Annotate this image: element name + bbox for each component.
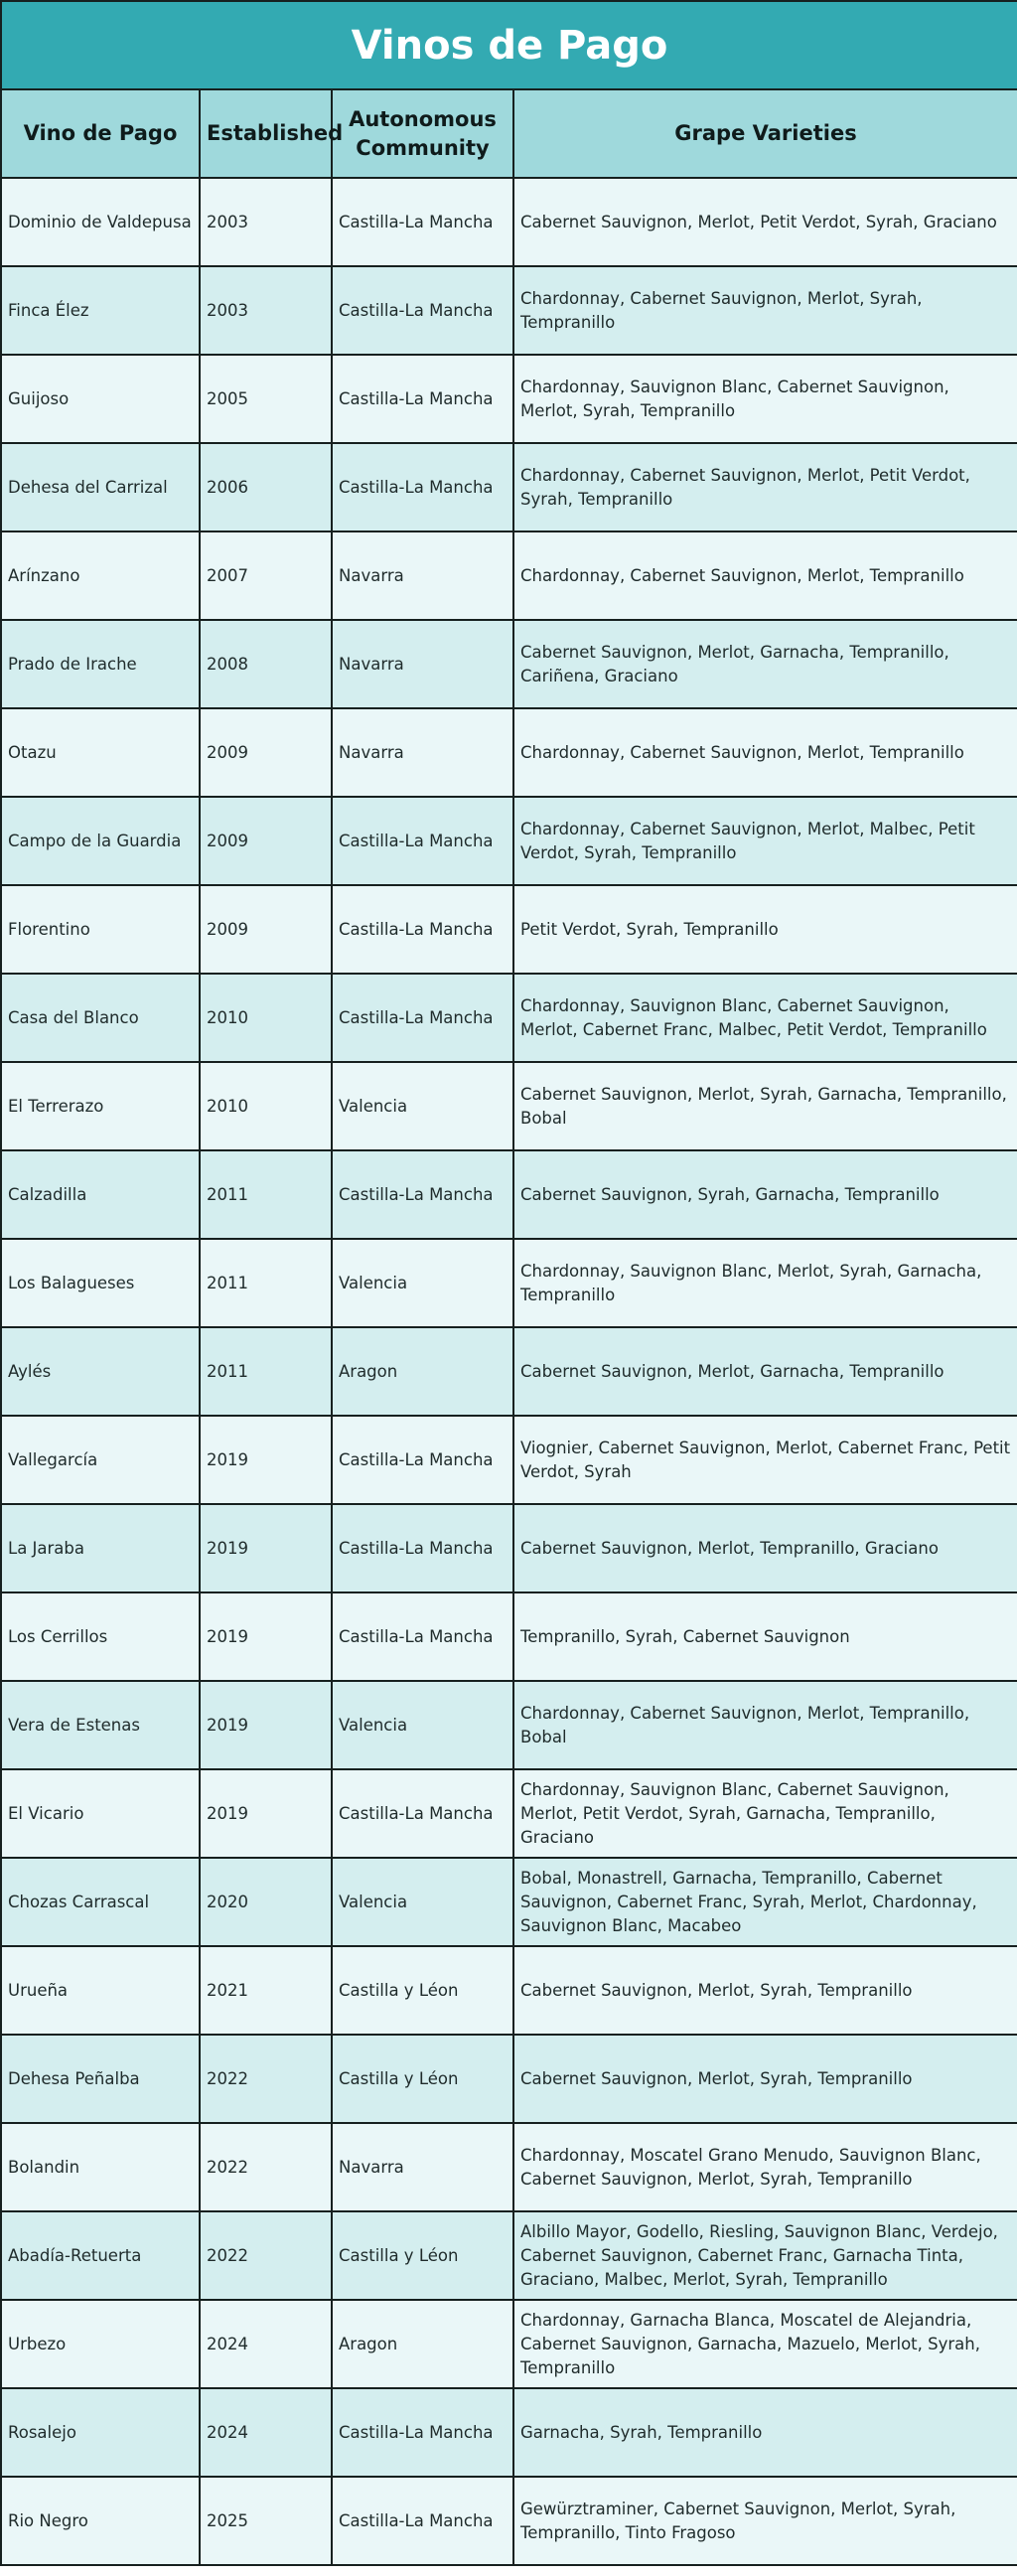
cell-established: 2011	[200, 1327, 332, 1416]
cell-autonomous-community: Castilla-La Mancha	[332, 1592, 513, 1681]
cell-vino-de-pago: Rio Negro	[1, 2477, 200, 2565]
table-row	[1, 1416, 1017, 1504]
cell-established: 2019	[200, 1592, 332, 1681]
cell-vino-de-pago: Dehesa del Carrizal	[1, 443, 200, 531]
table-row	[1, 531, 1017, 620]
cell-autonomous-community: Castilla-La Mancha	[332, 974, 513, 1062]
cell-grape-varieties: Viognier, Cabernet Sauvignon, Merlot, Cabernet Franc, Petit Verdot, Syrah	[513, 1416, 1017, 1504]
cell-established: 2011	[200, 1150, 332, 1239]
cell-grape-varieties: Chardonnay, Cabernet Sauvignon, Merlot, Syrah, Tempranillo	[513, 266, 1017, 355]
cell-grape-varieties: Bobal, Monastrell, Garnacha, Tempranillo, Cabernet Sauvignon, Cabernet Franc, Syrah, Merlot, Chardonnay, Sauvignon Blanc, Macabeo	[513, 1858, 1017, 1946]
cell-vino-de-pago: Campo de la Guardia	[1, 797, 200, 885]
cell-grape-varieties: Cabernet Sauvignon, Merlot, Syrah, Garnacha, Tempranillo, Bobal	[513, 1062, 1017, 1150]
cell-autonomous-community: Castilla-La Mancha	[332, 1769, 513, 1858]
table-row	[1, 2123, 1017, 2211]
cell-autonomous-community: Navarra	[332, 531, 513, 620]
cell-autonomous-community: Castilla y Léon	[332, 2035, 513, 2123]
cell-vino-de-pago: Bolandin	[1, 2123, 200, 2211]
column-header-established: Established	[200, 89, 332, 178]
cell-vino-de-pago: Finca Élez	[1, 266, 200, 355]
cell-established: 2007	[200, 531, 332, 620]
cell-autonomous-community: Castilla-La Mancha	[332, 178, 513, 266]
cell-grape-varieties: Chardonnay, Cabernet Sauvignon, Merlot, Petit Verdot, Syrah, Tempranillo	[513, 443, 1017, 531]
cell-vino-de-pago: El Vicario	[1, 1769, 200, 1858]
cell-vino-de-pago: Los Balagueses	[1, 1239, 200, 1327]
cell-grape-varieties: Cabernet Sauvignon, Merlot, Garnacha, Tempranillo	[513, 1327, 1017, 1416]
cell-vino-de-pago: Vera de Estenas	[1, 1681, 200, 1769]
cell-established: 2019	[200, 1416, 332, 1504]
cell-established: 2005	[200, 355, 332, 443]
cell-vino-de-pago: Arínzano	[1, 531, 200, 620]
cell-vino-de-pago: Dominio de Valdepusa	[1, 178, 200, 266]
table-row	[1, 266, 1017, 355]
table-row	[1, 1769, 1017, 1858]
cell-established: 2022	[200, 2211, 332, 2300]
table-row	[1, 708, 1017, 797]
cell-vino-de-pago: Calzadilla	[1, 1150, 200, 1239]
cell-autonomous-community: Valencia	[332, 1239, 513, 1327]
cell-vino-de-pago: Vallegarcía	[1, 1416, 200, 1504]
cell-vino-de-pago: Casa del Blanco	[1, 974, 200, 1062]
column-header-grape-varieties: Grape Varieties	[513, 89, 1017, 178]
cell-grape-varieties: Petit Verdot, Syrah, Tempranillo	[513, 885, 1017, 974]
cell-autonomous-community: Castilla-La Mancha	[332, 1150, 513, 1239]
cell-grape-varieties: Chardonnay, Garnacha Blanca, Moscatel de Alejandria, Cabernet Sauvignon, Garnacha, Mazuelo, Merlot, Syrah, Tempranillo	[513, 2300, 1017, 2388]
column-header-vino-de-pago: Vino de Pago	[1, 89, 200, 178]
cell-grape-varieties: Chardonnay, Sauvignon Blanc, Cabernet Sauvignon, Merlot, Cabernet Franc, Malbec, Petit Verdot, Tempranillo	[513, 974, 1017, 1062]
cell-autonomous-community: Castilla-La Mancha	[332, 885, 513, 974]
cell-grape-varieties: Cabernet Sauvignon, Merlot, Syrah, Tempranillo	[513, 1946, 1017, 2035]
table-title: Vinos de Pago	[1, 1, 1017, 89]
cell-established: 2020	[200, 1858, 332, 1946]
cell-grape-varieties: Cabernet Sauvignon, Merlot, Petit Verdot, Syrah, Graciano	[513, 178, 1017, 266]
cell-grape-varieties: Tempranillo, Syrah, Cabernet Sauvignon	[513, 1592, 1017, 1681]
cell-vino-de-pago: Urbezo	[1, 2300, 200, 2388]
cell-grape-varieties: Chardonnay, Sauvignon Blanc, Cabernet Sauvignon, Merlot, Petit Verdot, Syrah, Garnacha, Tempranillo, Graciano	[513, 1769, 1017, 1858]
table-row	[1, 443, 1017, 531]
cell-established: 2024	[200, 2388, 332, 2477]
cell-grape-varieties: Cabernet Sauvignon, Merlot, Garnacha, Tempranillo, Cariñena, Graciano	[513, 620, 1017, 708]
cell-vino-de-pago: Florentino	[1, 885, 200, 974]
table-row	[1, 355, 1017, 443]
cell-established: 2025	[200, 2477, 332, 2565]
table-row	[1, 2211, 1017, 2300]
cell-grape-varieties: Cabernet Sauvignon, Merlot, Syrah, Tempranillo	[513, 2035, 1017, 2123]
cell-grape-varieties: Chardonnay, Cabernet Sauvignon, Merlot, Tempranillo	[513, 708, 1017, 797]
cell-established: 2008	[200, 620, 332, 708]
cell-vino-de-pago: Abadía-Retuerta	[1, 2211, 200, 2300]
cell-established: 2006	[200, 443, 332, 531]
table-row	[1, 2300, 1017, 2388]
table-row	[1, 1592, 1017, 1681]
cell-autonomous-community: Castilla-La Mancha	[332, 355, 513, 443]
cell-established: 2009	[200, 797, 332, 885]
table-row	[1, 2035, 1017, 2123]
cell-grape-varieties: Cabernet Sauvignon, Merlot, Tempranillo, Graciano	[513, 1504, 1017, 1592]
cell-grape-varieties: Chardonnay, Sauvignon Blanc, Cabernet Sauvignon, Merlot, Syrah, Tempranillo	[513, 355, 1017, 443]
cell-autonomous-community: Castilla-La Mancha	[332, 797, 513, 885]
cell-vino-de-pago: El Terrerazo	[1, 1062, 200, 1150]
cell-grape-varieties: Cabernet Sauvignon, Syrah, Garnacha, Tempranillo	[513, 1150, 1017, 1239]
cell-established: 2024	[200, 2300, 332, 2388]
table-row	[1, 620, 1017, 708]
table-row	[1, 1946, 1017, 2035]
cell-vino-de-pago: Rosalejo	[1, 2388, 200, 2477]
cell-autonomous-community: Castilla-La Mancha	[332, 266, 513, 355]
cell-autonomous-community: Castilla-La Mancha	[332, 1504, 513, 1592]
cell-grape-varieties: Chardonnay, Moscatel Grano Menudo, Sauvignon Blanc, Cabernet Sauvignon, Merlot, Syrah, Tempranillo	[513, 2123, 1017, 2211]
cell-autonomous-community: Castilla-La Mancha	[332, 2477, 513, 2565]
cell-established: 2011	[200, 1239, 332, 1327]
title-row	[1, 1, 1017, 89]
cell-autonomous-community: Castilla-La Mancha	[332, 443, 513, 531]
cell-established: 2021	[200, 1946, 332, 2035]
cell-established: 2009	[200, 708, 332, 797]
cell-established: 2003	[200, 178, 332, 266]
cell-established: 2010	[200, 974, 332, 1062]
table-row	[1, 1858, 1017, 1946]
cell-vino-de-pago: Chozas Carrascal	[1, 1858, 200, 1946]
table-row	[1, 1150, 1017, 1239]
cell-grape-varieties: Chardonnay, Cabernet Sauvignon, Merlot, Tempranillo, Bobal	[513, 1681, 1017, 1769]
cell-autonomous-community: Aragon	[332, 2300, 513, 2388]
cell-established: 2019	[200, 1681, 332, 1769]
cell-grape-varieties: Chardonnay, Sauvignon Blanc, Merlot, Syrah, Garnacha, Tempranillo	[513, 1239, 1017, 1327]
cell-vino-de-pago: Los Cerrillos	[1, 1592, 200, 1681]
table-row	[1, 2477, 1017, 2565]
table-row	[1, 1239, 1017, 1327]
table-row	[1, 2388, 1017, 2477]
cell-grape-varieties: Albillo Mayor, Godello, Riesling, Sauvignon Blanc, Verdejo, Cabernet Sauvignon, Cabernet Franc, Garnacha Tinta, Graciano, Malbec, Merlot, Syrah, Tempranillo	[513, 2211, 1017, 2300]
cell-autonomous-community: Castilla y Léon	[332, 1946, 513, 2035]
cell-established: 2019	[200, 1504, 332, 1592]
column-header-autonomous-community: Autonomous Community	[332, 89, 513, 178]
cell-autonomous-community: Navarra	[332, 708, 513, 797]
cell-autonomous-community: Navarra	[332, 2123, 513, 2211]
cell-vino-de-pago: Otazu	[1, 708, 200, 797]
cell-autonomous-community: Valencia	[332, 1062, 513, 1150]
cell-established: 2019	[200, 1769, 332, 1858]
cell-autonomous-community: Castilla y Léon	[332, 2211, 513, 2300]
table-row	[1, 1327, 1017, 1416]
cell-grape-varieties: Garnacha, Syrah, Tempranillo	[513, 2388, 1017, 2477]
cell-vino-de-pago: La Jaraba	[1, 1504, 200, 1592]
table-body	[1, 178, 1017, 2565]
cell-established: 2003	[200, 266, 332, 355]
cell-grape-varieties: Chardonnay, Cabernet Sauvignon, Merlot, Malbec, Petit Verdot, Syrah, Tempranillo	[513, 797, 1017, 885]
table-row	[1, 1681, 1017, 1769]
table-row	[1, 797, 1017, 885]
cell-established: 2010	[200, 1062, 332, 1150]
cell-autonomous-community: Aragon	[332, 1327, 513, 1416]
cell-established: 2009	[200, 885, 332, 974]
cell-grape-varieties: Gewürztraminer, Cabernet Sauvignon, Merlot, Syrah, Tempranillo, Tinto Fragoso	[513, 2477, 1017, 2565]
table-row	[1, 1062, 1017, 1150]
cell-established: 2022	[200, 2035, 332, 2123]
cell-autonomous-community: Castilla-La Mancha	[332, 1416, 513, 1504]
cell-autonomous-community: Valencia	[332, 1681, 513, 1769]
cell-vino-de-pago: Urueña	[1, 1946, 200, 2035]
cell-autonomous-community: Valencia	[332, 1858, 513, 1946]
header-row	[1, 89, 1017, 178]
cell-vino-de-pago: Dehesa Peñalba	[1, 2035, 200, 2123]
cell-vino-de-pago: Prado de Irache	[1, 620, 200, 708]
table-row	[1, 1504, 1017, 1592]
cell-grape-varieties: Chardonnay, Cabernet Sauvignon, Merlot, Tempranillo	[513, 531, 1017, 620]
table-row	[1, 974, 1017, 1062]
cell-vino-de-pago: Guijoso	[1, 355, 200, 443]
cell-established: 2022	[200, 2123, 332, 2211]
cell-vino-de-pago: Aylés	[1, 1327, 200, 1416]
table-row	[1, 178, 1017, 266]
table-row	[1, 885, 1017, 974]
cell-autonomous-community: Castilla-La Mancha	[332, 2388, 513, 2477]
cell-autonomous-community: Navarra	[332, 620, 513, 708]
